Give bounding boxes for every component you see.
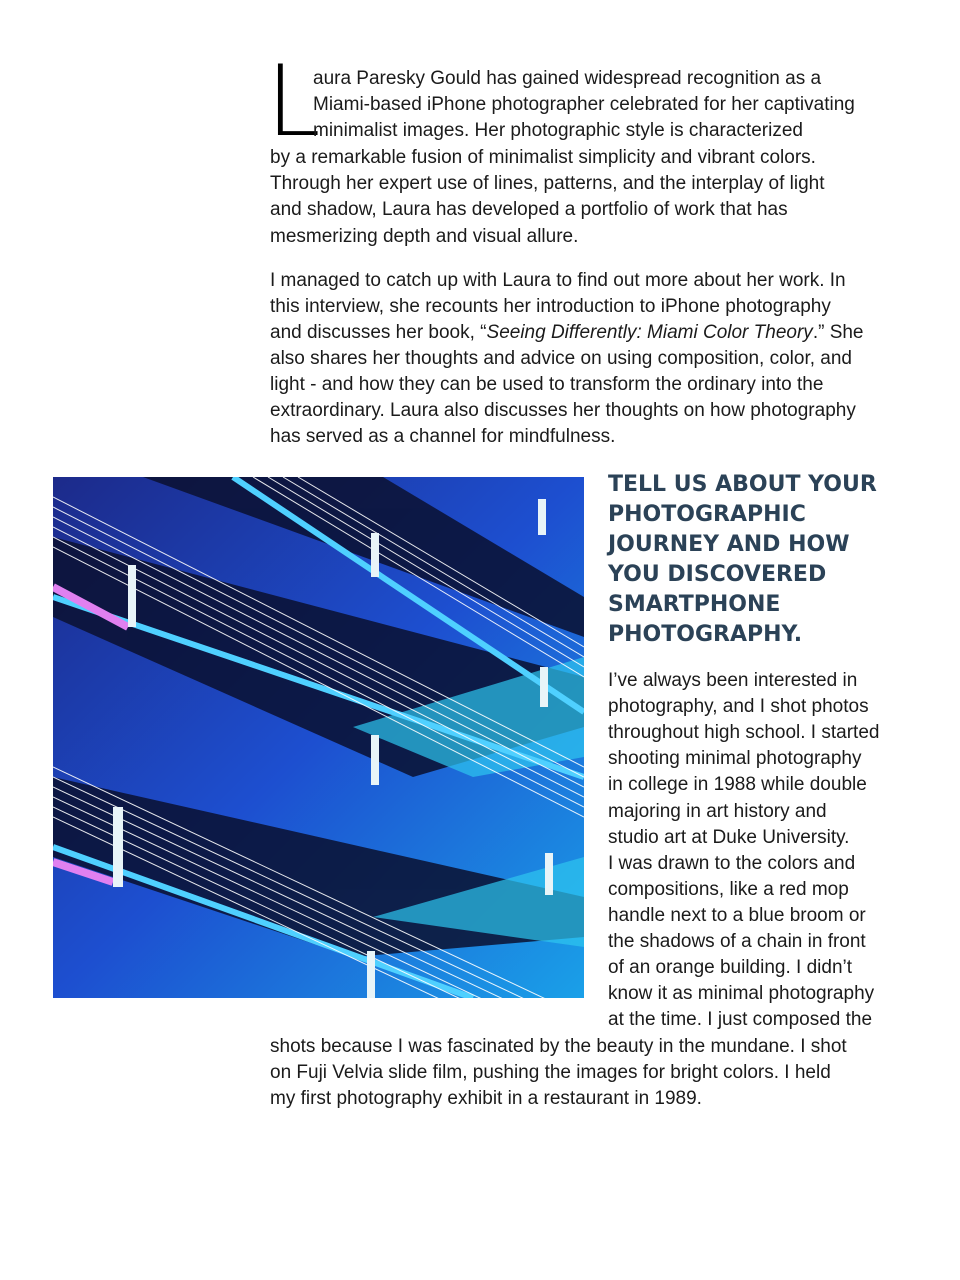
text-line: of an orange building. I didn’t [608,957,853,979]
drop-cap: L [266,45,321,159]
text-line: studio art at Duke University. [608,826,850,848]
text-line: minimalist images. Her photographic style is characterized [313,120,803,141]
text-line: throughout high school. I started [608,722,880,744]
heading-line: YOU DISCOVERED [608,562,827,587]
text-line: I managed to catch up with Laura to find out more about her work. In [270,270,846,291]
heading-line: JOURNEY AND HOW [608,532,850,557]
text-span: .” She [812,322,864,343]
text-line: Miami-based iPhone photographer celebrated for her captivating [313,94,855,115]
text-line: compositions, like a red mop [608,878,849,900]
text-line: my first photography exhibit in a restaurant in 1989. [270,1088,702,1109]
heading-line: PHOTOGRAPHIC [608,502,806,527]
text-line: by a remarkable fusion of minimalist simplicity and vibrant colors. [270,147,816,168]
text-line: this interview, she recounts her introduction to iPhone photography [270,296,831,317]
text-line: I was drawn to the colors and [608,852,856,874]
text-line: shooting minimal photography [608,748,862,770]
text-line: extraordinary. Laura also discusses her thoughts on how photography [270,400,856,421]
text-line: light - and how they can be used to transform the ordinary into the [270,374,824,395]
text-line: photography, and I shot photos [608,696,869,718]
text-line: on Fuji Velvia slide film, pushing the images for bright colors. I held [270,1062,831,1083]
text-line: handle next to a blue broom or [608,904,866,926]
text-line: know it as minimal photography [608,983,875,1005]
text-span: and discusses her book, “ [270,322,487,343]
heading-line: SMARTPHONE [608,592,781,617]
text-line: also shares her thoughts and advice on using composition, color, and [270,348,852,369]
text-line: Through her expert use of lines, patterns, and the interplay of light [270,173,825,194]
text-line: majoring in art history and [608,800,827,822]
text-line: mesmerizing depth and visual allure. [270,226,579,247]
heading-line: PHOTOGRAPHY. [608,622,803,647]
text-line [270,320,864,346]
architecture-photo [53,477,584,998]
book-title: Seeing Differently: Miami Color Theory [486,322,813,343]
text-line: and shadow, Laura has developed a portfolio of work that has [270,199,788,220]
heading-line: TELL US ABOUT YOUR [608,472,877,497]
text-line: the shadows of a chain in front [608,931,866,952]
text-line: aura Paresky Gould has gained widespread recognition as a [313,68,822,89]
text-line: in college in 1988 while double [608,774,867,796]
text-line: I’ve always been interested in [608,670,858,691]
text-line: shots because I was fascinated by the beauty in the mundane. I shot [270,1036,847,1057]
text-line: has served as a channel for mindfulness. [270,426,616,447]
text-line: at the time. I just composed the [608,1009,873,1031]
